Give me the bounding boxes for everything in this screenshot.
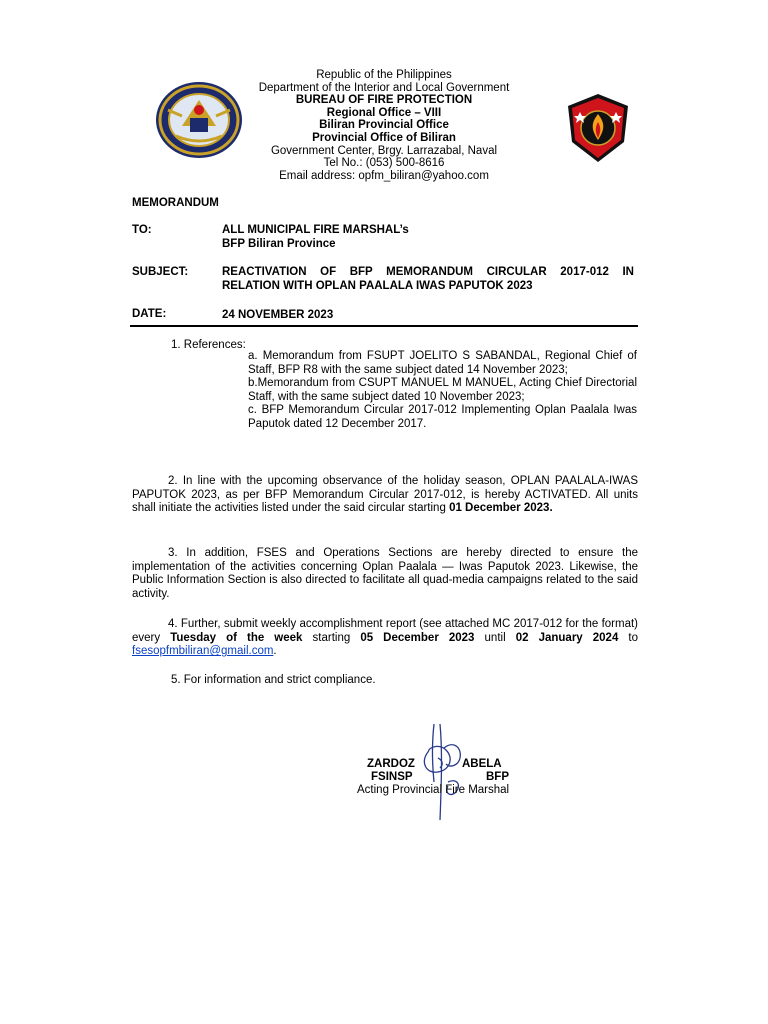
paragraph-4-end-date: 02 January 2024 [515,631,619,644]
signatory-first-name: ZARDOZ [367,758,415,770]
paragraph-4-text-c: until [484,631,506,644]
to-recipients [222,223,409,251]
letterhead-provincial-office: Biliran Provincial Office [319,119,449,132]
letterhead-office-biliran: Provincial Office of Biliran [312,131,456,144]
paragraph-4-start-date: 05 December 2023 [360,631,475,644]
subject-line-1: REACTIVATION OF BFP MEMORANDUM CIRCULAR 2017-012 IN [222,266,634,278]
paragraph-4-text-b: starting [312,631,351,644]
letterhead [200,69,568,182]
memo-type: MEMORANDUM [132,197,219,209]
report-email-link[interactable]: fsesopfmbiliran@gmail.com [132,645,274,658]
subject-label: SUBJECT: [132,266,189,278]
paragraph-4-text-a: 4. Further, submit weekly accomplishment report (see attached MC 2017-012 for the format) every [132,618,638,644]
paragraph-2-text: 2. In line with the upcoming observance of the holiday season, OPLAN PAALALA-IWAS PAPUTOK 2023, as per BFP Memorandum Circular 2017-012, is hereby ACTIVATED. All units shall initiate the activities listed under the said circular starting [132,475,638,515]
letterhead-address: Government Center, Brgy. Larrazabal, Naval [270,144,498,157]
letterhead-department: Department of the Interior and Local Government [258,81,510,94]
to-line-1: ALL MUNICIPAL FIRE MARSHAL’s [222,224,409,236]
signatory-agency: BFP [486,771,509,783]
paragraph-4-end: . [273,645,277,658]
date-value: 24 NOVEMBER 2023 [222,309,334,321]
signatory-title: Acting Provincial Fire Marshal [357,784,510,796]
reference-b: b.Memorandum from CSUPT MANUEL M MANUEL, Acting Chief Directorial Staff, with the same subject dated 10 November 2023; [248,377,637,403]
references-list [248,350,637,432]
paragraph-3 [132,547,638,601]
reference-c: c. BFP Memorandum Circular 2017-012 Implementing Oplan Paalala Iwas Paputok dated 12 December 2017. [248,404,637,430]
bfp-badge-right [566,92,630,164]
paragraph-4-text-d: to [628,631,639,644]
handwritten-signature [420,722,466,822]
header-divider [130,325,638,327]
reference-a: a. Memorandum from FSUPT JOELITO S SABANDAL, Regional Chief of Staff, BFP R8 with the same subject dated 14 November 2023; [248,350,637,376]
to-label: TO: [132,224,152,236]
letterhead-phone: Tel No.: (053) 500-8616 [323,157,445,170]
letterhead-bureau: BUREAU OF FIRE PROTECTION [295,94,473,107]
paragraph-4-day: Tuesday of the week [170,631,303,644]
paragraph-2 [132,475,638,516]
paragraph-2-date: 01 December 2023. [449,502,553,515]
references-heading: 1. References: [171,339,246,351]
signatory-last-name: ABELA [462,758,502,770]
subject-text [222,265,634,293]
to-line-2: BFP Biliran Province [222,238,336,250]
date-label: DATE: [132,308,167,320]
paragraph-5: 5. For information and strict compliance. [171,674,376,686]
letterhead-email: Email address: opfm_biliran@yahoo.com [279,169,489,182]
subject-line-2: RELATION WITH OPLAN PAALALA IWAS PAPUTOK 2023 [222,280,533,292]
signatory-rank: FSINSP [371,771,413,783]
letterhead-region: Regional Office – VIII [326,106,442,119]
paragraph-3-text: 3. In addition, FSES and Operations Sections are hereby directed to ensure the implementation of the activities concerning Oplan Paalala — Iwas Paputok 2023. Likewise, the Public Information Section is also directed to facilitate all quad-media campaigns related to the said activity. [132,547,638,600]
letterhead-republic: Republic of the Philippines [316,69,452,81]
paragraph-4 [132,618,638,659]
